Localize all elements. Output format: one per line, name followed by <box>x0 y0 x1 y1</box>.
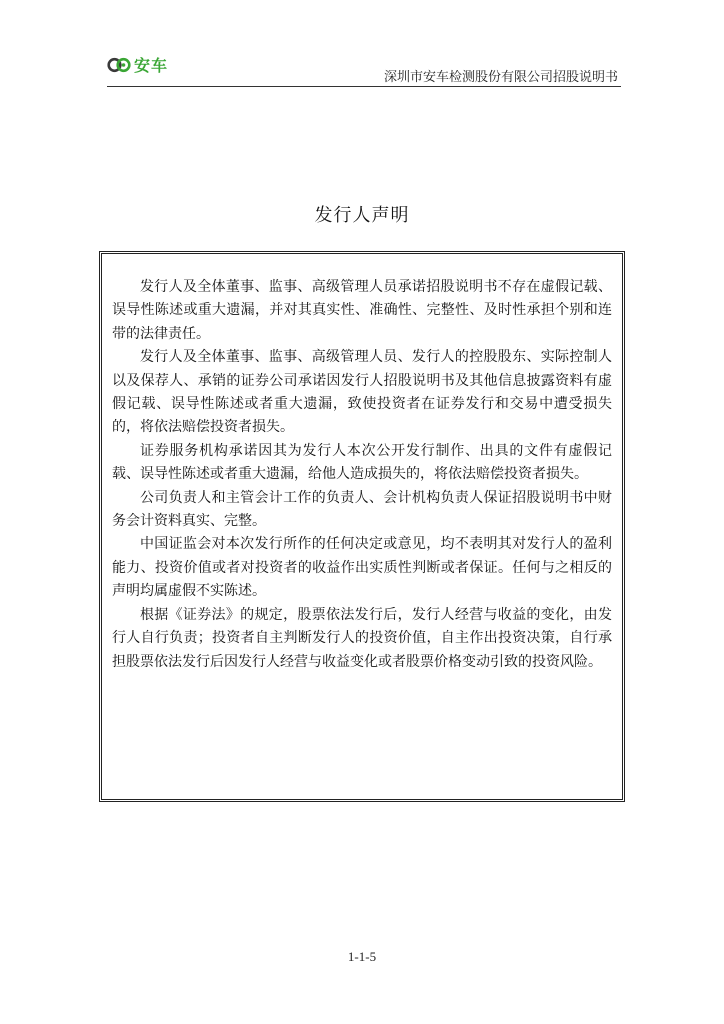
logo-mark-icon <box>107 57 131 73</box>
statement-paragraph: 根据《证券法》的规定，股票依法发行后，发行人经营与收益的变化，由发行人自行负责；投资者自主判断发行人的投资价值，自主作出投资决策，自行承担股票依法发行后因发行人经营与收益变化或者股票价格变动引致的投资风险。 <box>112 606 612 670</box>
statement-paragraph: 证券服务机构承诺因其为发行人本次公开发行制作、出具的文件有虚假记载、误导性陈述或者重大遗漏，给他人造成损失的，将依法赔偿投资者损失。 <box>112 442 612 483</box>
document-title: 发行人声明 <box>314 205 410 226</box>
company-logo <box>107 53 168 76</box>
statement-paragraph: 发行人及全体董事、监事、高级管理人员、发行人的控股股东、实际控制人以及保荐人、承销的证券公司承诺因发行人招股说明书及其他信息披露资料有虚假记载、误导性陈述或者重大遗漏，致使投资者在证券发行和交易中遭受损失的，将依法赔偿投资者损失。 <box>112 349 612 436</box>
statement-box <box>99 251 625 802</box>
header-divider <box>107 86 621 87</box>
page-number: 1-1-5 <box>347 949 377 964</box>
statement-paragraph: 公司负责人和主管会计工作的负责人、会计机构负责人保证招股说明书中财务会计资料真实、完整。 <box>112 489 612 530</box>
header-title: 深圳市安车检测股份有限公司招股说明书 <box>383 70 618 85</box>
page-header <box>107 50 621 88</box>
statement-paragraph: 发行人及全体董事、监事、高级管理人员承诺招股说明书不存在虚假记载、误导性陈述或重大遗漏，并对其真实性、准确性、完整性、及时性承担个别和连带的法律责任。 <box>112 279 612 342</box>
logo-text: 安车 <box>134 56 169 75</box>
statement-paragraph: 中国证监会对本次发行所作的任何决定或意见，均不表明其对发行人的盈利能力、投资价值或者对投资者的收益作出实质性判断或者保证。任何与之相反的声明均属虚假不实陈述。 <box>112 536 612 600</box>
